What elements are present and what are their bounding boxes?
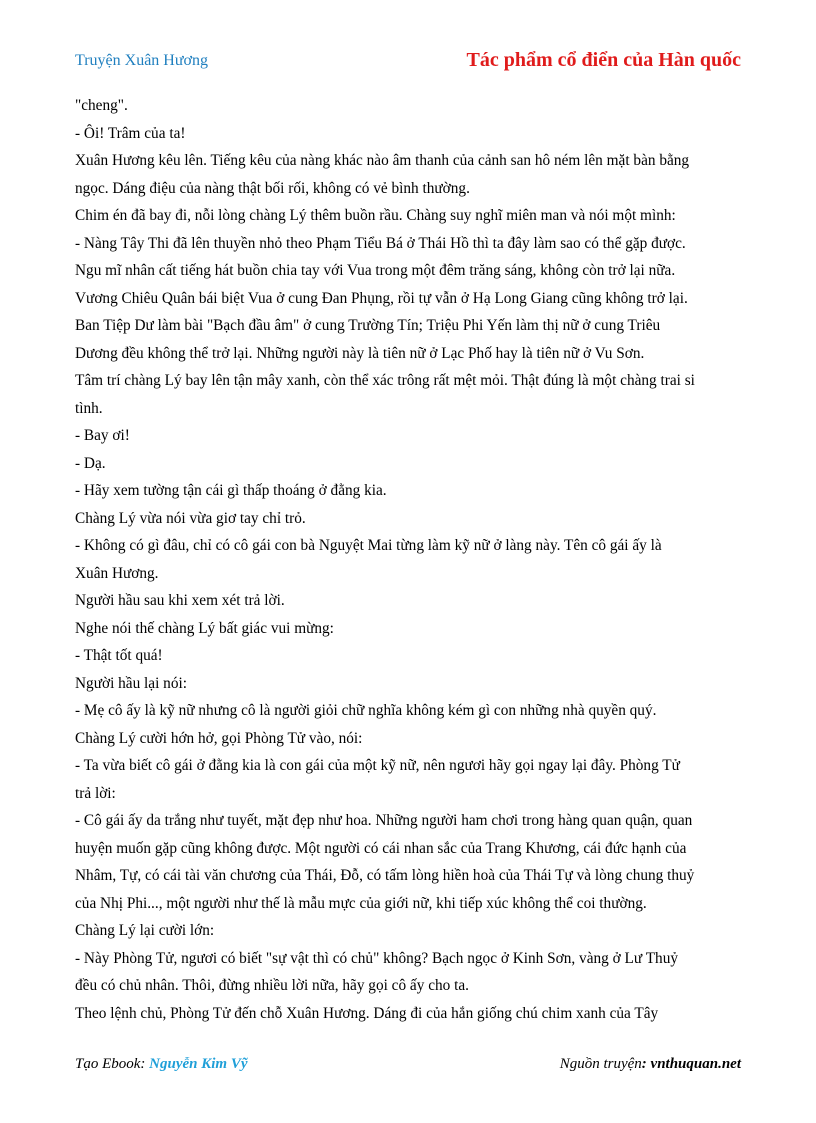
- text-line: Chàng Lý cười hớn hở, gọi Phòng Tử vào, nói:: [75, 729, 363, 747]
- text-line: huyện muốn gặp cũng không được. Một người có cái nhan sắc của Trang Khương, cái đức hạnh của: [75, 839, 687, 857]
- text-line: - Mẹ cô ấy là kỹ nữ nhưng cô là người giỏi chữ nghĩa không kém gì con những nhà quyền quý.: [75, 702, 657, 719]
- text-line: - Cô gái ấy da trắng như tuyết, mặt đẹp như hoa. Những người ham chơi trong hàng quan quận, quan: [75, 812, 693, 829]
- text-line: Người hầu sau khi xem xét trả lời.: [75, 592, 285, 609]
- footer-credit-label: Tạo Ebook: [75, 1056, 141, 1072]
- text-line: Ban Tiệp Dư làm bài "Bạch đầu âm" ở cung Trường Tín; Triệu Phi Yến làm thị nữ ở cung Triêu: [75, 317, 661, 334]
- text-line: - Không có gì đâu, chỉ có cô gái con bà Nguyệt Mai từng làm kỹ nữ ở làng này. Tên cô gái ấy là: [75, 537, 662, 554]
- header-book-title: Truyện Xuân Hương: [75, 52, 208, 69]
- footer-credit-separator: :: [140, 1056, 150, 1072]
- footer-author-name: Nguyễn Kim Vỹ: [149, 1056, 248, 1072]
- text-line: Vương Chiêu Quân bái biệt Vua ở cung Đan Phụng, rồi tự vẫn ở Hạ Long Giang cũng không trở lại.: [75, 289, 688, 307]
- text-line: - Nàng Tây Thi đã lên thuyền nhỏ theo Phạm Tiểu Bá ở Thái Hồ thì ta đây làm sao có thể gặp được.: [75, 234, 686, 252]
- text-line: - Hãy xem tường tận cái gì thấp thoáng ở đằng kia.: [75, 482, 387, 499]
- footer-source-site: vnthuquan.net: [650, 1056, 741, 1072]
- text-line: Theo lệnh chủ, Phòng Tử đến chỗ Xuân Hương. Dáng đi của hắn giống chú chim xanh của Tây: [75, 1004, 659, 1022]
- text-line: - Thật tốt quá!: [75, 647, 163, 664]
- page-body-text: [75, 92, 745, 1027]
- footer-source-label: Nguồn truyện: [559, 1056, 642, 1072]
- text-line: Dương đều không thể trở lại. Những người này là tiên nữ ở Lạc Phố hay là tiên nữ ở Vu Sơn.: [75, 344, 645, 362]
- text-line: đều có chủ nhân. Thôi, đừng nhiều lời nữa, hãy gọi cô ấy cho ta.: [75, 977, 469, 994]
- text-line: - Ta vừa biết cô gái ở đằng kia là con gái của một kỹ nữ, nên ngươi hãy gọi ngay lại đây. Phòng Tử: [75, 757, 680, 774]
- text-line: Nhâm, Tự, có cái tài văn chương của Thái, Đỗ, có tấm lòng hiền hoà của Thái Tự và lòng chung thuỷ: [75, 867, 695, 884]
- text-line: Xuân Hương kêu lên. Tiếng kêu của nàng khác nào âm thanh của cảnh san hô ném lên mặt bàn bằng: [75, 152, 690, 169]
- text-line: của Nhị Phi..., một người như thế là mẫu mực của giới nữ, khi tiếp xúc không thể coi thường.: [75, 894, 647, 912]
- text-line: Nghe nói thế chàng Lý bất giác vui mừng:: [75, 619, 334, 637]
- text-line: tình.: [75, 399, 103, 417]
- footer-source-separator: :: [641, 1056, 651, 1072]
- text-line: - Ôi! Trâm của ta!: [75, 124, 186, 142]
- header-collection-title: Tác phẩm cổ điển của Hàn quốc: [466, 49, 741, 71]
- text-line: - Bay ơi!: [75, 427, 130, 444]
- footer-source: [560, 1056, 741, 1073]
- text-line: Ngu mĩ nhân cất tiếng hát buồn chia tay với Vua trong một đêm trăng sáng, không còn trở lại nữa.: [75, 262, 676, 279]
- text-line: Chàng Lý lại cười lớn:: [75, 922, 215, 939]
- text-line: - Dạ.: [75, 454, 106, 472]
- footer-credit: [75, 1056, 248, 1073]
- text-line: trả lời:: [75, 784, 116, 802]
- text-line: Người hầu lại nói:: [75, 674, 187, 692]
- text-line: - Này Phòng Tử, ngươi có biết "sự vật thì có chủ" không? Bạch ngọc ở Kinh Sơn, vàng ở Lư Thuỷ: [75, 949, 678, 967]
- text-line: ngọc. Dáng điệu của nàng thật bối rối, không có vẻ bình thường.: [75, 179, 470, 197]
- text-line: Xuân Hương.: [75, 564, 159, 582]
- text-line: "cheng".: [75, 97, 128, 114]
- text-line: Chàng Lý vừa nói vừa giơ tay chỉ trỏ.: [75, 509, 306, 527]
- text-line: Tâm trí chàng Lý bay lên tận mây xanh, còn thể xác trông rất mệt mỏi. Thật đúng là một chàng trai si: [75, 372, 695, 389]
- text-line: Chim én đã bay đi, nỗi lòng chàng Lý thêm buồn rầu. Chàng suy nghĩ miên man và nói một mình:: [75, 207, 676, 224]
